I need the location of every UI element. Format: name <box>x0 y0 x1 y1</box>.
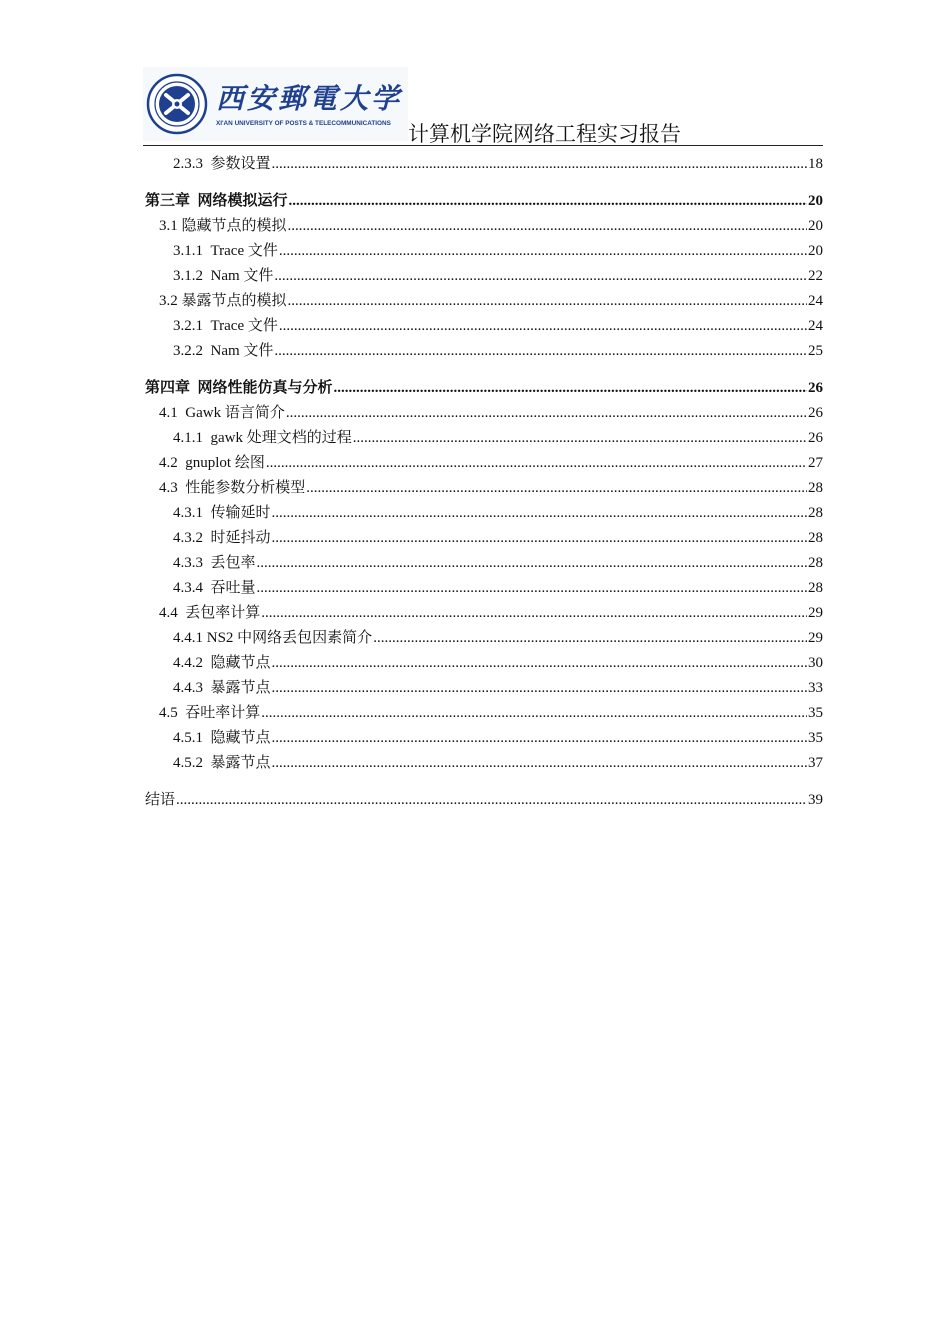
toc-page: 20 <box>808 243 823 259</box>
toc-page: 28 <box>808 530 823 546</box>
toc-page: 29 <box>808 630 823 646</box>
toc-title: NS2 中网络丢包因素简介 <box>206 630 373 646</box>
toc-title: Trace 文件 <box>210 243 278 259</box>
toc-title: 时延抖动 <box>210 530 271 546</box>
toc-entry[interactable] <box>145 451 823 476</box>
toc-page: 22 <box>808 268 823 284</box>
toc-entry[interactable] <box>145 551 823 576</box>
toc-number: 4.3.1 <box>173 505 203 521</box>
toc-number: 4.3.2 <box>173 530 203 546</box>
toc-entry[interactable] <box>145 314 823 339</box>
toc-entry[interactable] <box>145 339 823 364</box>
toc-title: 暴露节点的模拟 <box>181 293 287 309</box>
toc-number: 4.2 <box>159 455 178 471</box>
toc-page: 26 <box>808 430 823 446</box>
toc-entry[interactable] <box>145 626 823 651</box>
toc-leader <box>279 239 807 264</box>
toc-entry[interactable] <box>145 501 823 526</box>
toc-title: 结语 <box>145 792 176 808</box>
toc-page: 18 <box>808 156 823 172</box>
toc-title: 传输延时 <box>210 505 271 521</box>
toc-title: 吞吐量 <box>210 580 256 596</box>
toc-number: 4.1 <box>159 405 178 421</box>
toc-leader <box>306 476 807 501</box>
university-seal-icon <box>146 73 208 135</box>
toc-entry[interactable] <box>145 576 823 601</box>
toc-page: 25 <box>808 343 823 359</box>
toc-leader <box>353 426 807 451</box>
toc-entry[interactable] <box>145 476 823 501</box>
toc-entry[interactable] <box>145 152 823 177</box>
toc-number: 4.5 <box>159 705 178 721</box>
toc-entry[interactable] <box>145 289 823 314</box>
toc-title: 隐藏节点的模拟 <box>181 218 287 234</box>
university-logo <box>143 67 408 141</box>
toc-page: 20 <box>808 218 823 234</box>
toc-entry[interactable] <box>145 601 823 626</box>
toc-title: Nam 文件 <box>210 268 274 284</box>
toc-entry[interactable] <box>145 676 823 701</box>
toc-chapter-entry[interactable] <box>145 376 823 401</box>
toc-title: 暴露节点 <box>210 680 271 696</box>
toc-leader <box>272 726 807 751</box>
toc-page: 28 <box>808 580 823 596</box>
toc-entry[interactable] <box>145 214 823 239</box>
toc-number: 4.1.1 <box>173 430 203 446</box>
toc-title: Gawk 语言简介 <box>185 405 285 421</box>
toc-number: 4.5.1 <box>173 730 203 746</box>
toc-leader <box>261 601 807 626</box>
toc-leader <box>257 551 807 576</box>
toc-leader <box>272 526 807 551</box>
toc-number: 4.4 <box>159 605 178 621</box>
toc-title: 丢包率 <box>210 555 256 571</box>
toc-number: 3.1.1 <box>173 243 203 259</box>
toc-title: 网络模拟运行 <box>197 193 288 209</box>
toc-page: 28 <box>808 555 823 571</box>
toc-page: 24 <box>808 293 823 309</box>
toc-number: 3.2.1 <box>173 318 203 334</box>
toc-number: 4.4.1 <box>173 630 203 646</box>
toc-leader <box>261 701 807 726</box>
toc-number: 第四章 <box>145 380 191 396</box>
toc-page: 35 <box>808 705 823 721</box>
toc-entry[interactable] <box>145 726 823 751</box>
toc-page: 29 <box>808 605 823 621</box>
toc-title: 隐藏节点 <box>210 655 271 671</box>
toc-number: 4.4.2 <box>173 655 203 671</box>
toc-leader <box>272 751 807 776</box>
toc-entry[interactable] <box>145 751 823 776</box>
toc-title: 吞吐率计算 <box>185 705 261 721</box>
toc-number: 3.1 <box>159 218 178 234</box>
toc-entry[interactable] <box>145 701 823 726</box>
toc-entry[interactable] <box>145 526 823 551</box>
toc-title: Nam 文件 <box>210 343 274 359</box>
toc-number: 4.5.2 <box>173 755 203 771</box>
toc-number: 3.2 <box>159 293 178 309</box>
toc-entry[interactable] <box>145 401 823 426</box>
toc-leader <box>266 451 807 476</box>
toc-leader <box>274 264 807 289</box>
toc-leader <box>274 339 807 364</box>
toc-entry[interactable] <box>145 426 823 451</box>
toc-page: 26 <box>808 405 823 421</box>
toc-number: 4.4.3 <box>173 680 203 696</box>
report-title: 计算机学院网络工程实习报告 <box>408 122 681 146</box>
toc-entry[interactable] <box>145 651 823 676</box>
toc-page: 35 <box>808 730 823 746</box>
toc-number: 第三章 <box>145 193 191 209</box>
toc-leader <box>272 501 807 526</box>
toc-entry[interactable] <box>145 264 823 289</box>
toc-title: 网络性能仿真与分析 <box>197 380 333 396</box>
toc-number: 4.3.4 <box>173 580 203 596</box>
toc-page: 37 <box>808 755 823 771</box>
toc-page: 30 <box>808 655 823 671</box>
toc-title: gnuplot 绘图 <box>185 455 265 471</box>
toc-page: 28 <box>808 480 823 496</box>
toc-leader <box>272 676 807 701</box>
toc-leader <box>272 651 807 676</box>
toc-leader <box>288 289 807 314</box>
toc-number: 4.3 <box>159 480 178 496</box>
toc-number: 2.3.3 <box>173 156 203 172</box>
toc-title: 丢包率计算 <box>185 605 261 621</box>
toc-leader <box>176 788 807 813</box>
table-of-contents <box>145 152 823 813</box>
toc-leader <box>289 189 807 214</box>
toc-title: 参数设置 <box>210 156 271 172</box>
toc-title: Trace 文件 <box>210 318 278 334</box>
toc-page: 39 <box>808 792 823 808</box>
toc-page: 26 <box>808 380 823 396</box>
toc-number: 4.3.3 <box>173 555 203 571</box>
logo-chinese-name: 西安郵電大学 <box>216 81 403 115</box>
toc-leader <box>288 214 807 239</box>
toc-entry-conclusion[interactable] <box>145 788 823 813</box>
toc-leader <box>373 626 807 651</box>
toc-title: 性能参数分析模型 <box>185 480 306 496</box>
toc-page: 20 <box>808 193 823 209</box>
toc-chapter-entry[interactable] <box>145 189 823 214</box>
toc-number: 3.1.2 <box>173 268 203 284</box>
toc-page: 24 <box>808 318 823 334</box>
toc-leader <box>279 314 807 339</box>
toc-leader <box>334 376 807 401</box>
toc-page: 33 <box>808 680 823 696</box>
toc-number: 3.2.2 <box>173 343 203 359</box>
toc-title: gawk 处理文档的过程 <box>210 430 352 446</box>
toc-title: 暴露节点 <box>210 755 271 771</box>
toc-title: 隐藏节点 <box>210 730 271 746</box>
toc-page: 27 <box>808 455 823 471</box>
toc-leader <box>286 401 807 426</box>
toc-page: 28 <box>808 505 823 521</box>
header-rule <box>143 145 823 146</box>
toc-entry[interactable] <box>145 239 823 264</box>
logo-english-name: XI'AN UNIVERSITY OF POSTS & TELECOMMUNICATIONS <box>216 119 391 127</box>
toc-leader <box>272 152 807 177</box>
toc-leader <box>257 576 807 601</box>
